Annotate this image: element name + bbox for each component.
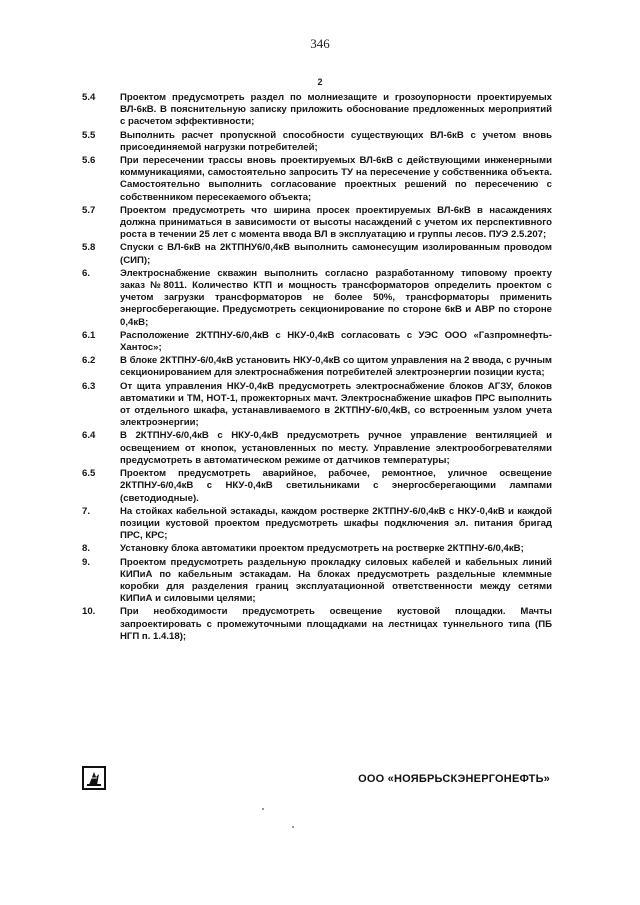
list-item xyxy=(82,381,552,430)
list-item xyxy=(82,355,552,379)
item-number: 5.7 xyxy=(82,204,96,216)
item-text: Электроснабжение скважин выполнить согласно разработанному типовому проекту заказ №8011. Количество КТП и мощность трансформаторов определить проектом с учетом загрузки трансформаторов не более 50%, трансформаторы применить энергосберегающие. Предусмотреть секционирование по стороне 6кВ и АВР по стороне 0,4кВ; xyxy=(120,267,552,328)
item-text: Расположение 2КТПНУ-6/0,4кВ с НКУ-0,4кВ согласовать с УЭС ООО «Газпромнефть-Хантос»; xyxy=(120,329,552,354)
scan-speck xyxy=(262,808,264,810)
item-number: 5.4 xyxy=(82,92,96,103)
item-number: 6.3 xyxy=(82,380,96,392)
item-number: 10. xyxy=(82,606,96,618)
item-text: Выполнить расчет пропускной способности существующих ВЛ-6кВ с учетом вновь присоединяемой нагрузки потребителей; xyxy=(120,129,552,153)
item-number: 6.2 xyxy=(82,355,96,367)
list-item xyxy=(82,468,552,505)
company-logo-graphic xyxy=(85,769,103,787)
list-item xyxy=(82,506,552,543)
item-number: 5.5 xyxy=(82,129,96,141)
item-text: От щита управления НКУ-0,4кВ предусмотреть электроснабжение блоков АГЗУ, блоков автоматики и ТМ, НОТ-1, прожекторных мачт. Электроснабжение шкафов ПРС выполнить от отдельного шкафа, устанавливаемого в 2КТПНУ-6/0,4кВ, со встроенным узлом учета электроэнергии; xyxy=(120,380,552,429)
scan-speck xyxy=(292,826,294,828)
item-number: 7. xyxy=(82,505,91,517)
item-text: Проектом предусмотреть раздел по молниезащите и грозоупорности проектируемых ВЛ-6кВ. В пояснительную записку приложить обоснование предложенных мероприятий с расчетом эффективности; xyxy=(120,92,552,128)
list-item xyxy=(82,330,552,354)
item-text: В 2КТПНУ-6/0,4кВ с НКУ-0,4кВ предусмотреть ручное управление вентиляцией и освещением от кнопок, установленных по месту. Управление электрообогревателями предусмотреть в автоматическом режиме от датчиков температуры; xyxy=(120,430,552,466)
list-item xyxy=(82,557,552,606)
item-text: В блоке 2КТПНУ-6/0,4кВ установить НКУ-0,4кВ со щитом управления на 2 ввода, с ручным секционированием для электроснабжения потребителей электроэнергии позиции куста; xyxy=(120,355,552,379)
list-item xyxy=(82,268,552,329)
sheet-number: 2 xyxy=(317,77,323,87)
item-text: Проектом предусмотреть что ширина просек проектируемых ВЛ-6кВ в насаждениях должна приниматься в зависимости от высоты насаждений с учетом их перспективного роста в течении 25 лет с момента ввода ВЛ в эксплуатацию и группы лесов. ПУЭ 2.5.207; xyxy=(120,204,552,241)
item-number: 5.8 xyxy=(82,242,96,254)
item-text: Установку блока автоматики проектом предусмотреть на ростверке 2КТПНУ-6/0,4кВ; xyxy=(120,543,524,555)
list-item xyxy=(82,205,552,242)
list-item xyxy=(82,130,552,154)
item-number: 6. xyxy=(82,267,91,279)
item-text: Проектом предусмотреть раздельную прокладку силовых кабелей и кабельных линий КИПиА по кабельным эстакадам. На блоках предусмотреть раздельные клеммные коробки для разделения границ эксплуатационной ответственности между сетями КИПиА и силовыми целями; xyxy=(120,556,552,605)
list-item xyxy=(82,430,552,467)
list-item xyxy=(82,543,552,555)
item-text: При пересечении трассы вновь проектируемых ВЛ-6кВ с действующими инженерными коммуникациями, самостоятельно запросить ТУ на пересечение у собственника объекта. Самостоятельно выполнить согласование проектных решений по пересечению с собственником пересекаемого объекта; xyxy=(120,155,552,203)
list-item xyxy=(82,155,552,204)
item-text: Проектом предусмотреть аварийное, рабочее, ремонтное, уличное освещение 2КТПНУ-6/0,4кВ с НКУ-0,4кВ светильниками с энергосберегающими лампами (светодиодные). xyxy=(120,468,552,504)
list-item xyxy=(82,242,552,266)
page-number: 346 xyxy=(310,36,330,51)
item-number: 5.6 xyxy=(82,155,96,167)
list-item xyxy=(82,92,552,129)
company-logo-icon xyxy=(82,766,106,790)
item-number: 8. xyxy=(82,543,91,555)
item-number: 6.1 xyxy=(82,329,96,341)
requirements-list xyxy=(82,92,552,644)
list-item xyxy=(82,606,552,643)
item-number: 9. xyxy=(82,556,91,568)
item-text: Спуски с ВЛ-6кВ на 2КТПНУ6/0,4кВ выполнить самонесущим изолированным проводом (СИП); xyxy=(120,242,552,266)
item-text: На стойках кабельной эстакады, каждом ростверке 2КТПНУ-6/0,4кВ с НКУ-0,4кВ и каждой позиции кустовой проектом предусмотреть шкафы подключения эл. питания бригад ПРС, КРС; xyxy=(120,505,552,542)
item-number: 6.5 xyxy=(82,468,96,480)
item-text: При необходимости предусмотреть освещение кустовой площадки. Мачты запроектировать с промежуточными площадками на лестницах туннельного типа (ПБ НГП п. 1.4.18); xyxy=(120,606,552,642)
footer-company-name: ООО «НОЯБРЬСКЭНЕРГОНЕФТЬ» xyxy=(358,773,550,785)
item-number: 6.4 xyxy=(82,430,96,442)
